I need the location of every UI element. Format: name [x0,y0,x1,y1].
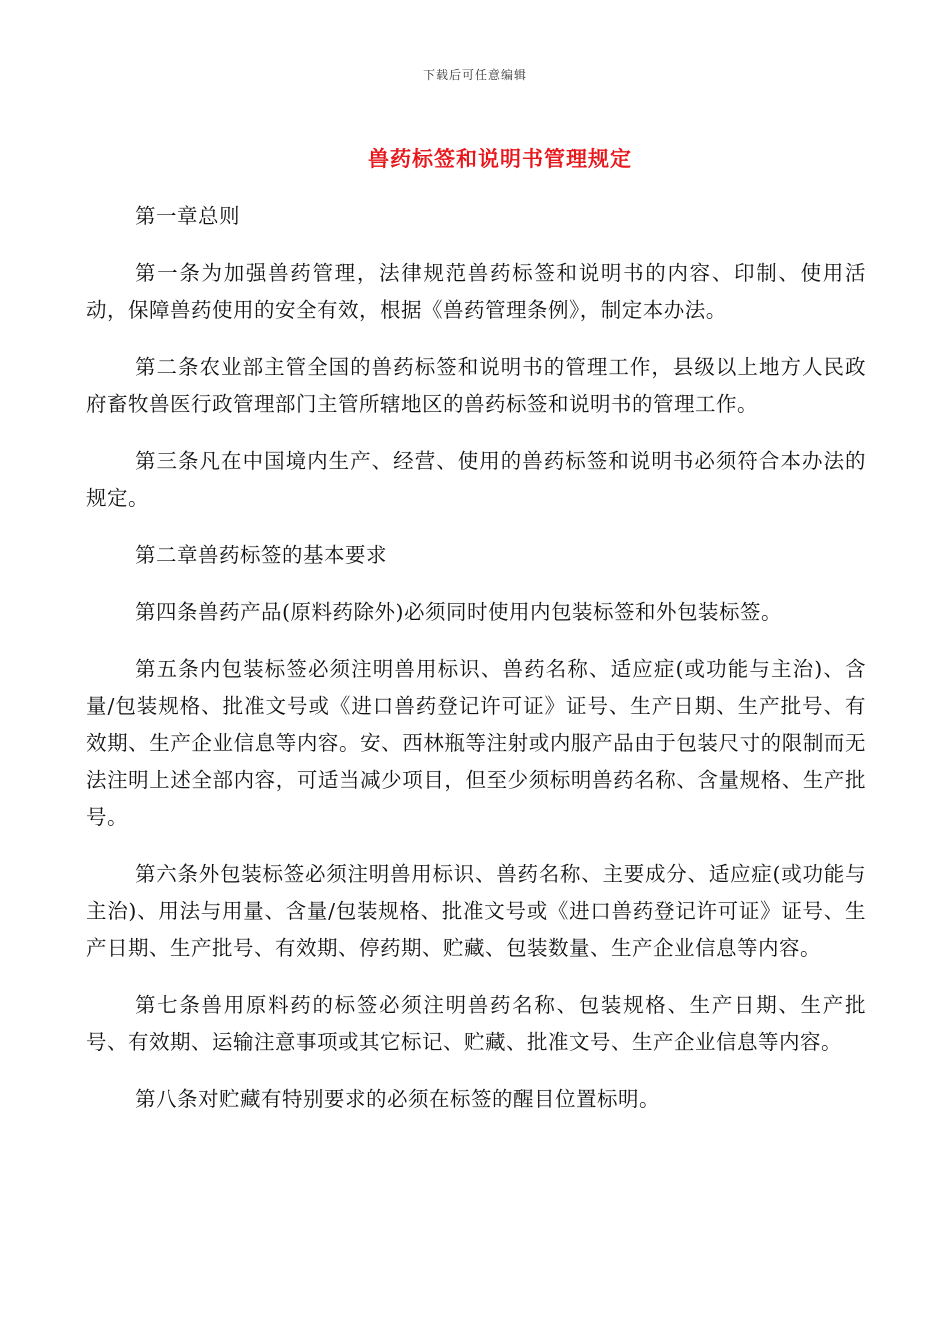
article-paragraph-4: 第四条兽药产品(原料药除外)必须同时使用内包装标签和外包装标签。 [135,600,782,624]
article-paragraph-6: 第六条外包装标签必须注明兽用标识、兽药名称、主要成分、适应症(或功能与主治)、用法与用量、含量/包装规格、批准文号或《进口兽药登记许可证》证号、生产日期、生产批号、有效期、停药期、贮藏、包装数量、生产企业信息等内容。 [86,862,866,960]
chapter-heading-2: 第二章兽药标签的基本要求 [135,543,387,567]
header-note: 下载后可任意编辑 [422,68,527,82]
document-body [86,198,866,1118]
chapter-heading-1: 第一章总则 [135,204,240,228]
document-title: 兽药标签和说明书管理规定 [368,146,632,171]
article-paragraph-8: 第八条对贮藏有特别要求的必须在标签的醒目位置标明。 [135,1087,660,1111]
article-paragraph-5: 第五条内包装标签必须注明兽用标识、兽药名称、适应症(或功能与主治)、含量/包装规格、批准文号或《进口兽药登记许可证》证号、生产日期、生产批号、有效期、生产企业信息等内容。安、西林瓶等注射或内服产品由于包装尺寸的限制而无法注明上述全部内容，可适当减少项目，但至少须标明兽药名称、含量规格、生产批号。 [86,657,866,829]
article-paragraph-2: 第二条农业部主管全国的兽药标签和说明书的管理工作，县级以上地方人民政府畜牧兽医行政管理部门主管所辖地区的兽药标签和说明书的管理工作。 [86,355,866,416]
article-paragraph-1: 第一条为加强兽药管理，法律规范兽药标签和说明书的内容、印制、使用活动，保障兽药使用的安全有效，根据《兽药管理条例》，制定本办法。 [86,261,866,322]
article-paragraph-7: 第七条兽用原料药的标签必须注明兽药名称、包装规格、生产日期、生产批号、有效期、运输注意事项或其它标记、贮藏、批准文号、生产企业信息等内容。 [86,993,866,1054]
article-paragraph-3: 第三条凡在中国境内生产、经营、使用的兽药标签和说明书必须符合本办法的规定。 [86,449,866,510]
